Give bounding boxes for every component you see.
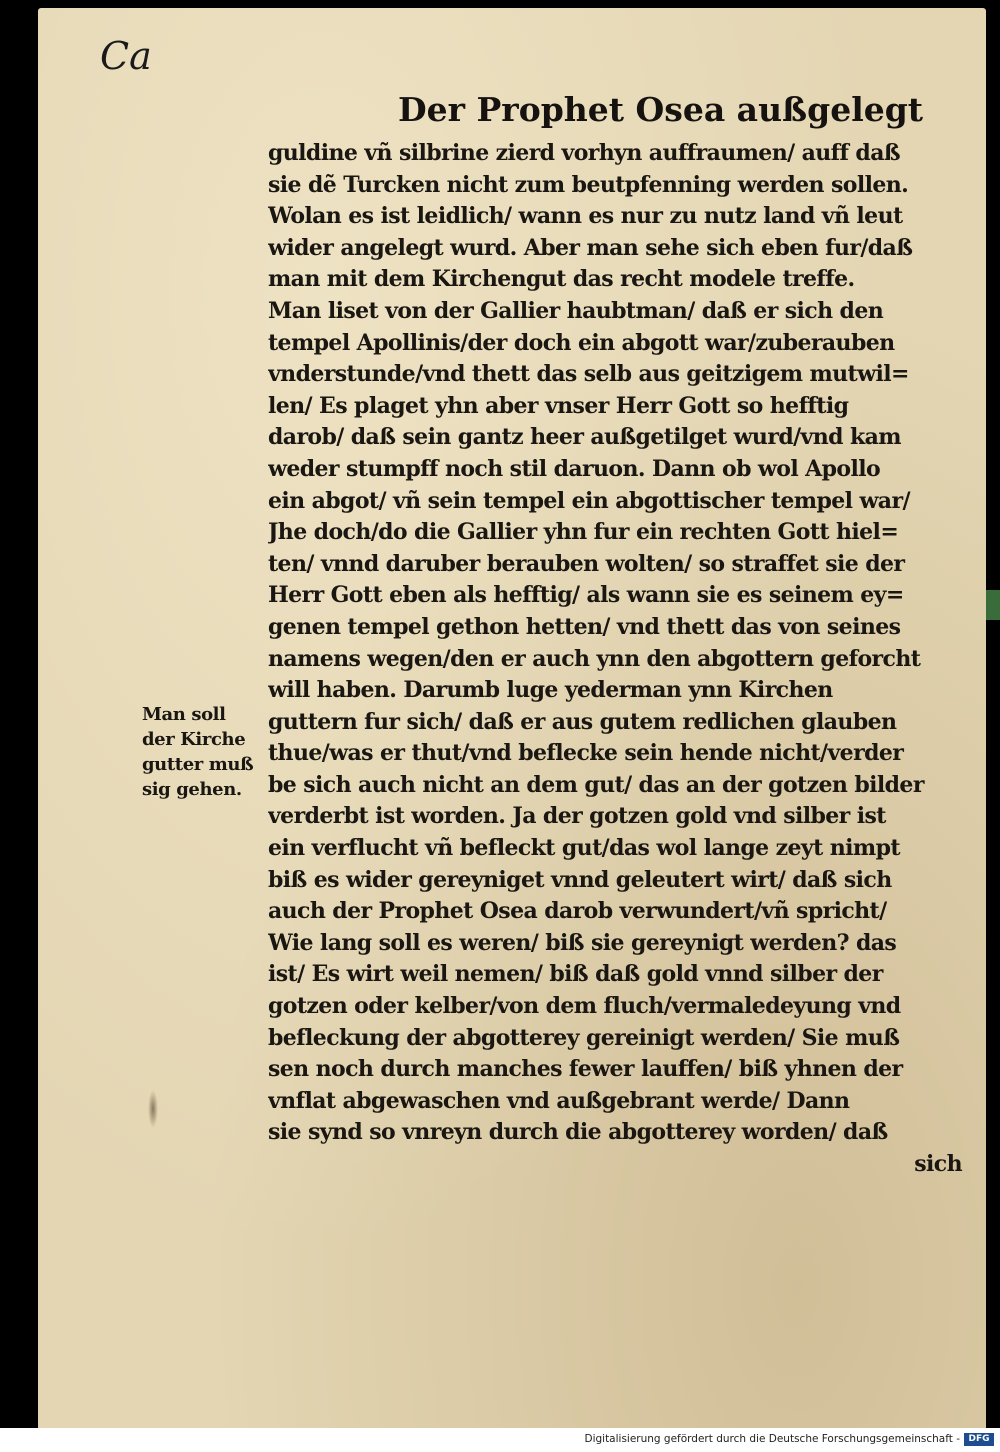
text-line: be sich auch nicht an dem gut/ das an der gotzen bilder — [268, 771, 924, 798]
text-line: Wie lang soll es weren/ biß sie gereynigt werden? das — [268, 929, 897, 956]
marginal-note-line: Man soll — [142, 704, 226, 725]
text-line: verderbt ist worden. Ja der gotzen gold vnd silber ist — [268, 803, 886, 830]
text-line: len/ Es plaget yhn aber vnser Herr Gott so hefftig — [268, 392, 849, 419]
marginal-note-line: sig gehen. — [142, 779, 242, 800]
text-line: thue/was er thut/vnd beflecke sein hende nicht/verder — [268, 740, 904, 767]
text-line: biß es wider gereyniget vnnd geleutert wirt/ daß sich — [268, 866, 892, 893]
text-line: man mit dem Kirchengut das recht modele treffe. — [268, 266, 855, 293]
text-line: gotzen oder kelber/von dem fluch/vermaledeyung vnd — [268, 993, 901, 1020]
text-line: guttern fur sich/ daß er aus gutem redlichen glauben — [268, 708, 897, 735]
text-line: befleckung der abgotterey gereinigt werden/ Sie muß — [268, 1024, 900, 1051]
marginal-note-line: der Kirche — [142, 729, 246, 750]
dfg-logo: DFG — [964, 1433, 994, 1446]
text-line: auch der Prophet Osea darob verwundert/vñ spricht/ — [268, 898, 887, 925]
text-line: Jhe doch/do die Gallier yhn fur ein rechten Gott hiel= — [268, 519, 899, 546]
ink-smudge — [148, 1090, 158, 1128]
text-line: guldine vñ silbrine zierd vorhyn auffraumen/ auff daß — [268, 140, 900, 166]
text-line: darob/ daß sein gantz heer außgetilget wurd/vnd kam — [268, 424, 901, 451]
text-line: Herr Gott eben als hefftig/ als wann sie es seinem ey= — [268, 582, 904, 609]
text-line: Wolan es ist leidlich/ wann es nur zu nutz land vñ leut — [268, 203, 903, 230]
page-edge-marker — [986, 590, 1000, 620]
running-head: Der Prophet Osea außgelegt — [398, 90, 924, 129]
catchword: sich — [914, 1151, 962, 1177]
text-line: sen noch durch manches fewer lauffen/ biß yhnen der — [268, 1056, 903, 1083]
funding-notice: Digitalisierung gefördert durch die Deutsche Forschungsgemeinschaft - — [584, 1433, 960, 1445]
text-line: weder stumpff noch stil daruon. Dann ob wol Apollo — [268, 455, 881, 482]
text-line: Man liset von der Gallier haubtman/ daß er sich den — [268, 297, 884, 324]
text-line: ten/ vnnd daruber berauben wolten/ so straffet sie der — [268, 550, 905, 577]
text-line: namens wegen/den er auch ynn den abgottern geforcht — [268, 645, 921, 672]
text-line: sie synd so vnreyn durch die abgotterey worden/ daß — [268, 1119, 888, 1146]
signature-mark: Ca — [100, 34, 152, 78]
text-line: sie dẽ Turcken nicht zum beutpfenning werden sollen. — [268, 171, 909, 198]
body-text — [268, 138, 968, 1181]
footer-bar — [0, 1428, 1000, 1452]
text-line: genen tempel gethon hetten/ vnd thett das von seines — [268, 613, 901, 640]
text-line: ein verflucht vñ befleckt gut/das wol lange zeyt nimpt — [268, 835, 900, 862]
text-line: wider angelegt wurd. Aber man sehe sich eben fur/daß — [268, 234, 913, 261]
marginal-note — [142, 702, 264, 802]
text-line: vnflat abgewaschen vnd außgebrant werde/ Dann — [268, 1087, 850, 1114]
marginal-note-line: gutter muß — [142, 754, 254, 775]
text-line: ein abgot/ vñ sein tempel ein abgottischer tempel war/ — [268, 487, 910, 514]
text-line: vnderstunde/vnd thett das selb aus geitzigem mutwil= — [268, 361, 909, 388]
text-line: will haben. Darumb luge yederman ynn Kirchen — [268, 677, 833, 704]
text-line: ist/ Es wirt weil nemen/ biß daß gold vnnd silber der — [268, 961, 883, 988]
text-line: tempel Apollinis/der doch ein abgott war/zuberauben — [268, 329, 895, 356]
